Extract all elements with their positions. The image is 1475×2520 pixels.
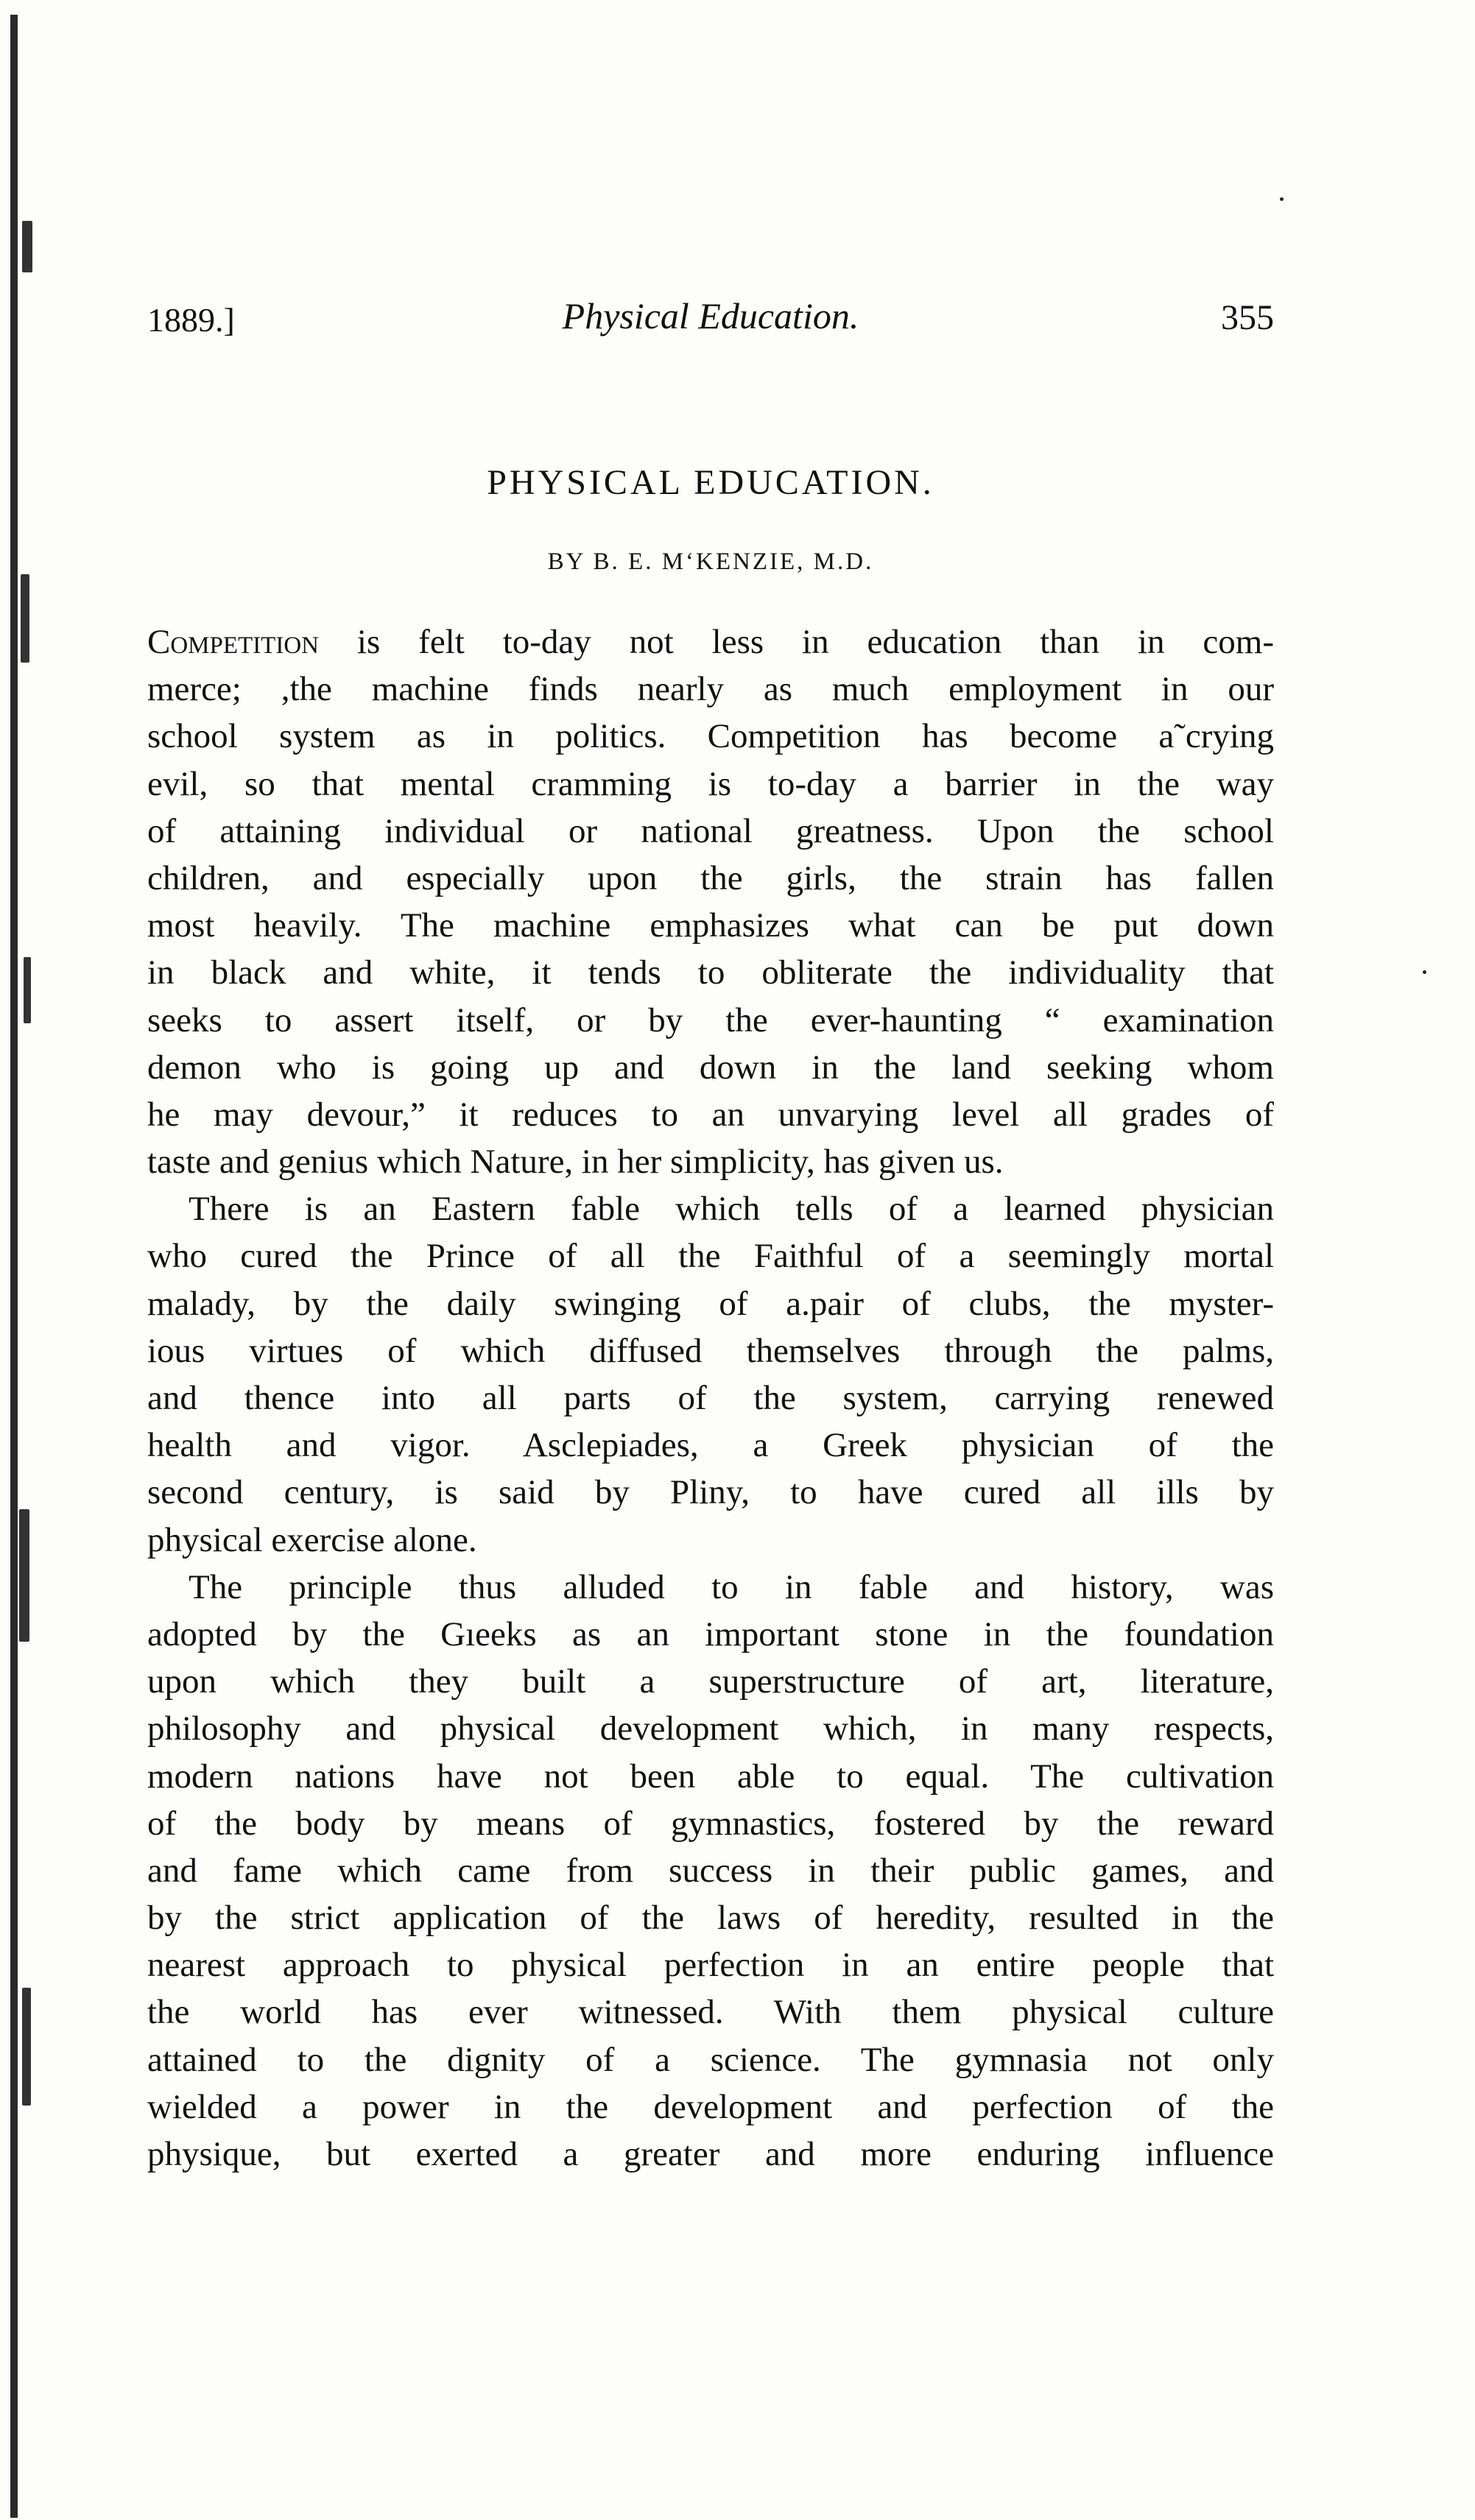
text-line: children, and especially upon the girls, the strain has fallen <box>147 858 1274 897</box>
header-year: 1889.] <box>147 301 235 339</box>
text-line: adopted by the Gıeeks as an important stone in the foundation <box>147 1614 1274 1653</box>
text-line: second century, is said by Pliny, to have cured all ills by <box>147 1473 1274 1512</box>
text-line: evil, so that mental cramming is to-day a barrier in the way <box>147 764 1274 803</box>
text-line: The principle thus alluded to in fable and history, was <box>189 1567 1274 1606</box>
article-body <box>147 618 1274 2178</box>
text-line: malady, by the daily swinging of a.pair of clubs, the myster- <box>147 1284 1274 1323</box>
text-line: and fame which came from success in their public games, and <box>147 1851 1274 1890</box>
text-line: of attaining individual or national greatness. Upon the school <box>147 811 1274 850</box>
text-line: most heavily. The machine emphasizes what can be put down <box>147 906 1274 945</box>
text-line: nearest approach to physical perfection in an entire people that <box>147 1946 1274 1985</box>
text-line: There is an Eastern fable which tells of a learned physician <box>189 1190 1274 1229</box>
text-line: school system as in politics. Competition has become a˜crying <box>147 717 1274 756</box>
text-line: ious virtues of which diffused themselves through the palms, <box>147 1331 1274 1370</box>
text-line: Competition is felt to-day not less in education than in com- <box>147 623 1274 661</box>
speck-mark <box>1423 970 1426 974</box>
text-line: in black and white, it tends to obliterate the individuality that <box>147 953 1274 992</box>
text-line: of the body by means of gymnastics, fostered by the reward <box>147 1804 1274 1843</box>
text-line: physique, but exerted a greater and more enduring influence <box>147 2135 1274 2173</box>
text-line: and thence into all parts of the system, carrying renewed <box>147 1379 1274 1417</box>
text-line: merce; ,the machine finds nearly as much employment in our <box>147 670 1274 709</box>
drop-word: Competition <box>147 623 319 661</box>
text-line: attained to the dignity of a science. The gymnasia not only <box>147 2040 1274 2079</box>
running-title: Physical Education. <box>562 295 859 336</box>
text-line: by the strict application of the laws of heredity, resulted in the <box>147 1899 1274 1938</box>
text-line: philosophy and physical development which, in many respects, <box>147 1709 1274 1748</box>
speck-mark <box>1280 197 1284 201</box>
text-line: the world has ever witnessed. With them physical culture <box>147 1993 1274 2032</box>
byline: BY B. E. M‘KENZIE, M.D. <box>547 548 874 575</box>
text-line: who cured the Prince of all the Faithful of a seemingly mortal <box>147 1237 1274 1276</box>
text-line: health and vigor. Asclepiades, a Greek physician of the <box>147 1426 1274 1465</box>
text-line: modern nations have not been able to equal. The cultivation <box>147 1757 1274 1796</box>
text-line: taste and genius which Nature, in her simplicity, has given us. <box>147 1143 1004 1182</box>
text-line: seeks to assert itself, or by the ever-haunting “ examination <box>147 1000 1274 1040</box>
text-line: he may devour,” it reduces to an unvarying level all grades of <box>147 1095 1274 1134</box>
text-line: physical exercise alone. <box>147 1520 477 1559</box>
binding-edge <box>0 0 44 2520</box>
article-title: PHYSICAL EDUCATION. <box>487 463 934 502</box>
text-line: wielded a power in the development and perfection of the <box>147 2087 1274 2126</box>
page-number: 355 <box>1221 298 1274 337</box>
text-line: upon which they built a superstructure of art, literature, <box>147 1662 1274 1701</box>
running-header <box>147 294 1274 346</box>
text-line: demon who is going up and down in the land seeking whom <box>147 1048 1274 1087</box>
